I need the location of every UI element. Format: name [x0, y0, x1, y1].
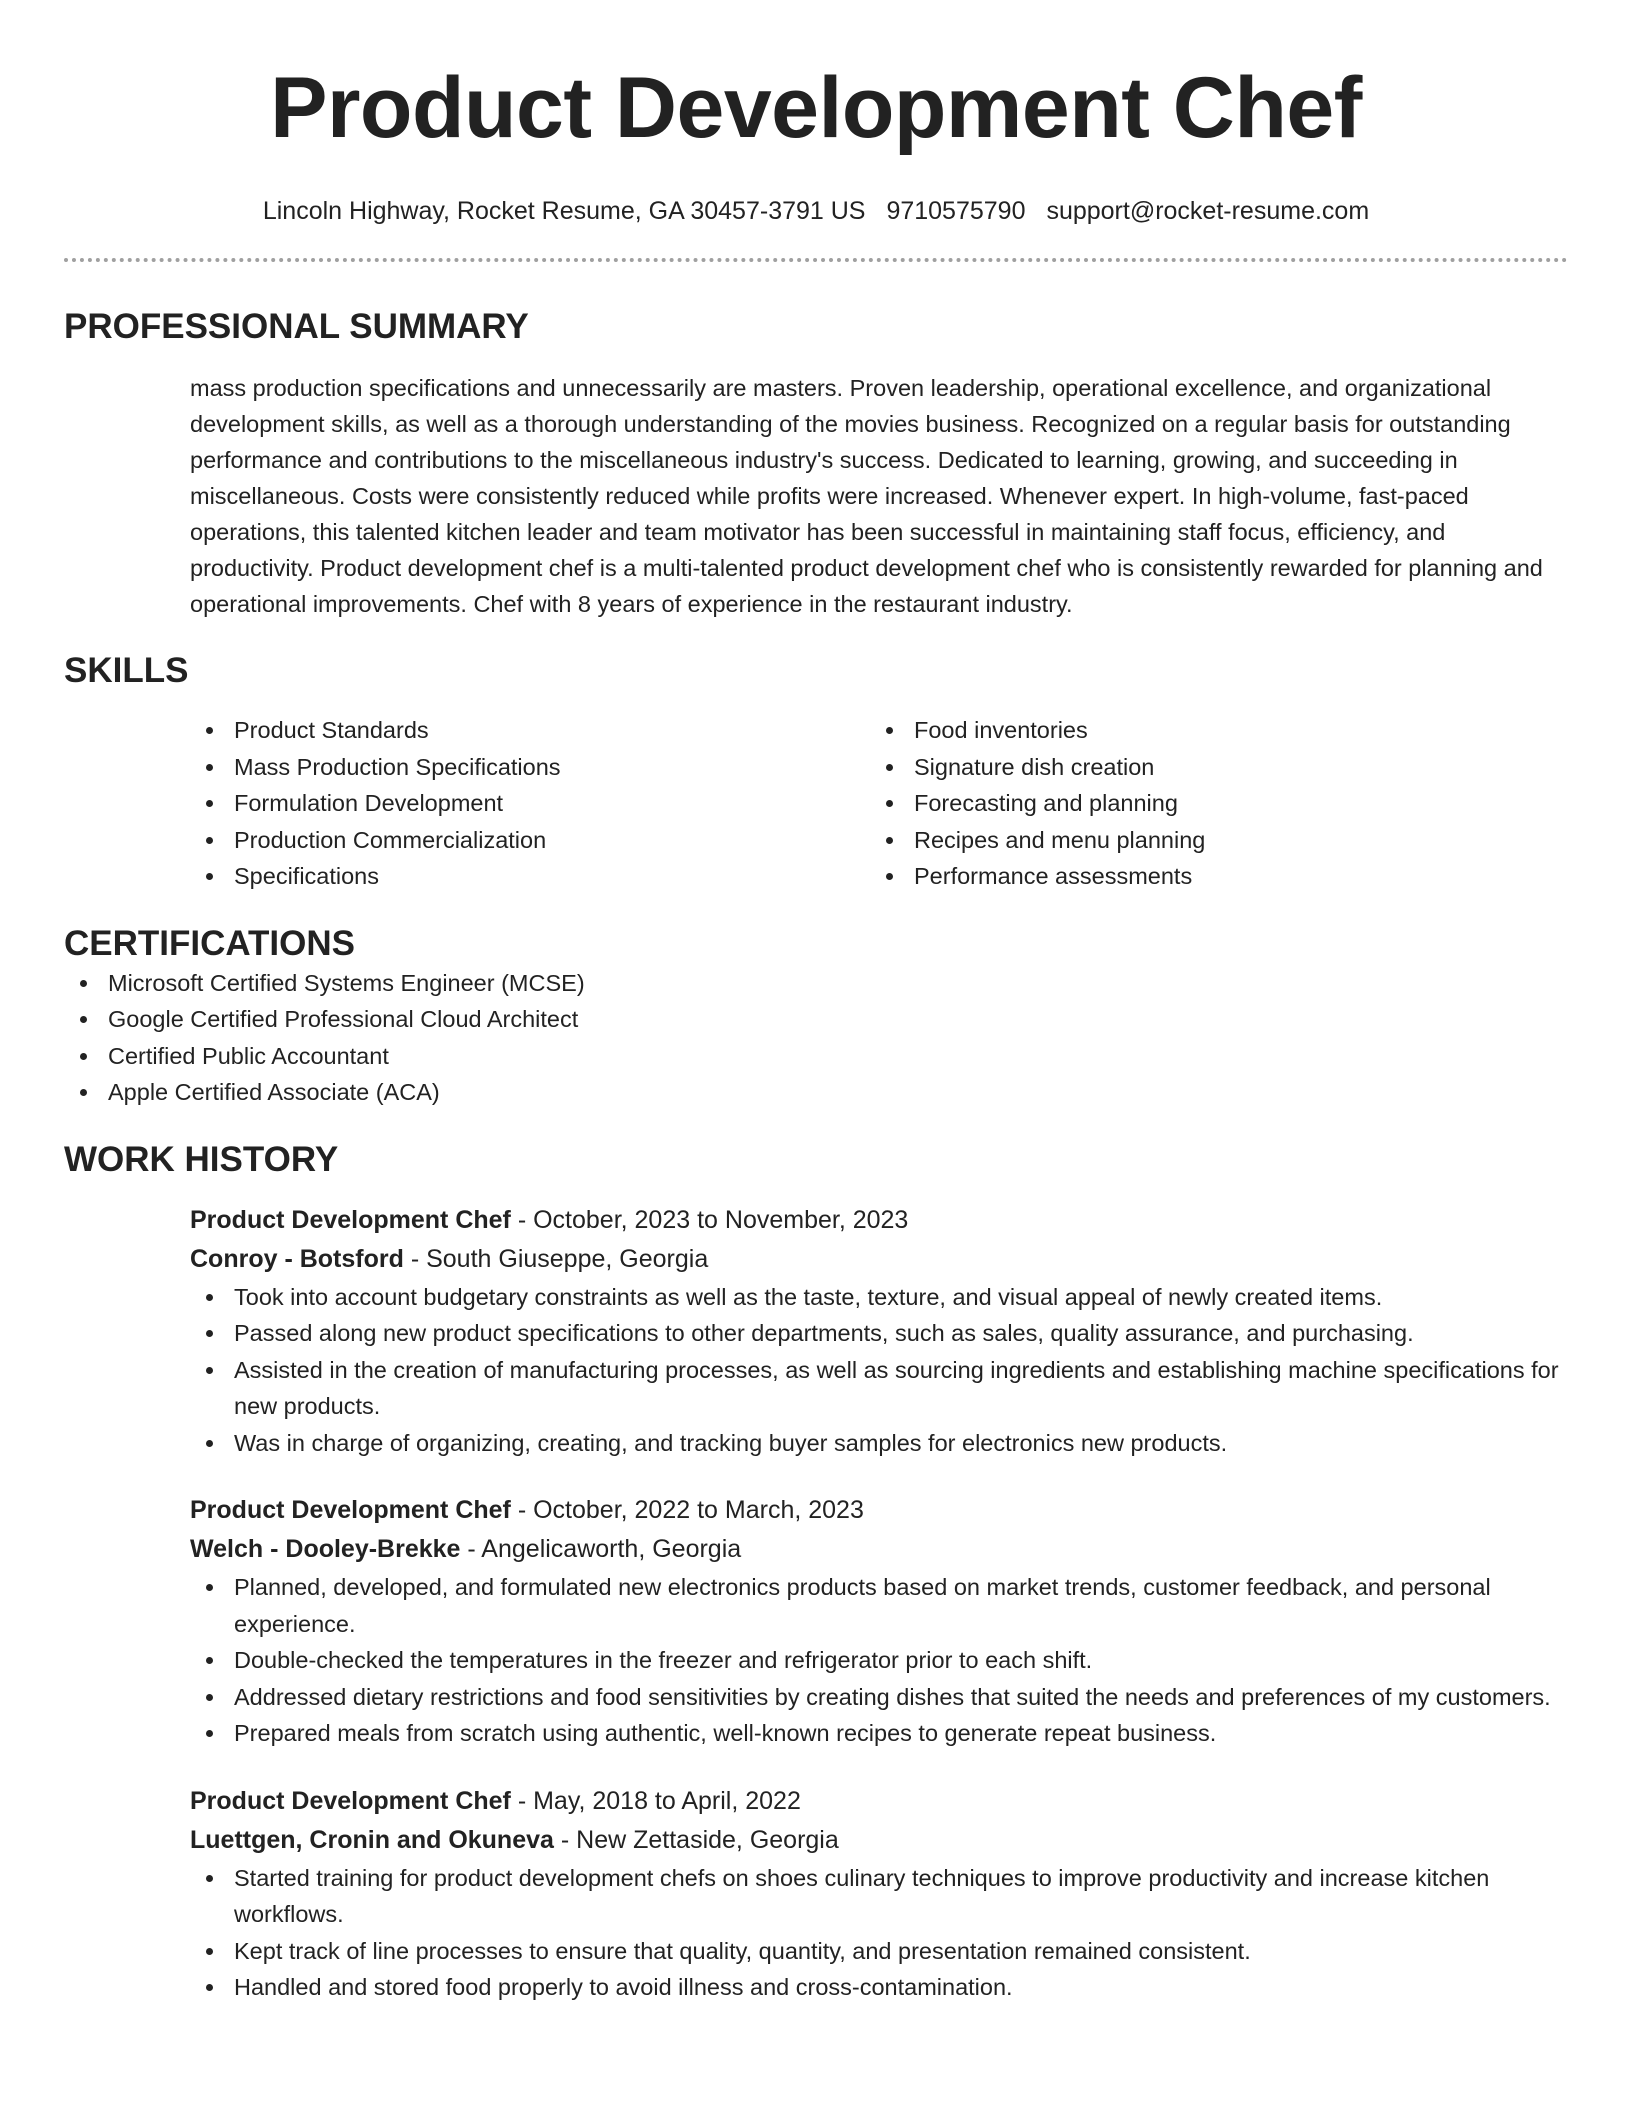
job-entry — [190, 1201, 1568, 1462]
contact-email: support@rocket-resume.com — [1046, 197, 1370, 225]
section-certifications — [64, 923, 1568, 1111]
skill-item: Recipes and menu planning — [870, 822, 1550, 859]
section-work-history — [64, 1139, 1568, 2006]
job-title-line — [190, 1491, 1568, 1530]
job-bullets — [190, 1279, 1568, 1462]
job-entry — [190, 1782, 1568, 2006]
skills-column-left — [190, 712, 870, 895]
skill-item: Product Standards — [190, 712, 870, 749]
job-company-line — [190, 1530, 1568, 1569]
section-title-summary: PROFESSIONAL SUMMARY — [64, 307, 529, 346]
job-location: - Angelicaworth, Georgia — [460, 1535, 742, 1563]
skill-item: Food inventories — [870, 712, 1550, 749]
job-bullet: Planned, developed, and formulated new electronics products based on market trends, customer feedback, and personal experience. — [190, 1569, 1568, 1642]
job-bullet: Addressed dietary restrictions and food sensitivities by creating dishes that suited the needs and preferences of my customers. — [190, 1679, 1568, 1716]
contact-line — [64, 196, 1568, 226]
skill-item: Specifications — [190, 858, 870, 895]
job-bullets — [190, 1860, 1568, 2006]
job-company: Welch - Dooley-Brekke — [190, 1535, 461, 1563]
skills-columns — [190, 712, 1568, 895]
skill-item: Production Commercialization — [190, 822, 870, 859]
job-location: - New Zettaside, Georgia — [553, 1825, 839, 1854]
skill-item: Mass Production Specifications — [190, 749, 870, 786]
resume-page — [64, 0, 1568, 2006]
job-bullet: Double-checked the temperatures in the freezer and refrigerator prior to each shift. — [190, 1642, 1568, 1679]
job-title-line — [190, 1201, 1568, 1240]
job-bullet: Kept track of line processes to ensure that quality, quantity, and presentation remained consistent. — [190, 1933, 1568, 1970]
job-bullet: Took into account budgetary constraints as well as the taste, texture, and visual appeal of newly created items. — [190, 1279, 1568, 1316]
job-bullet: Was in charge of organizing, creating, and tracking buyer samples for electronics new products. — [190, 1425, 1568, 1462]
section-title-skills: SKILLS — [64, 651, 189, 690]
section-professional-summary — [64, 306, 1568, 622]
job-role: Product Development Chef — [190, 1496, 511, 1524]
contact-address: Lincoln Highway, Rocket Resume, GA 30457-3791 US — [262, 197, 866, 225]
job-bullet: Prepared meals from scratch using authentic, well-known recipes to generate repeat business. — [190, 1715, 1568, 1752]
section-skills — [64, 650, 1568, 895]
skills-column-right — [870, 712, 1550, 895]
job-role: Product Development Chef — [190, 1205, 511, 1234]
job-title-line — [190, 1782, 1568, 1821]
summary-text: mass production specifications and unnecessarily are masters. Proven leadership, operational excellence, and organizational development skills, as well as a thorough understanding of the movies business. Recognized on a regular basis for outstanding performance and contributions to the miscellaneous industry's success. Dedicated to learning, growing, and succeeding in miscellaneous. Costs were consistently reduced while profits were increased. Whenever expert. In high-volume, fast-paced operations, this talented kitchen leader and team motivator has been successful in maintaining staff focus, efficiency, and productivity. Product development chef is a multi-talented product development chef who is consistently rewarded for planning and operational improvements. Chef with 8 years of experience in the restaurant industry. — [190, 375, 1543, 617]
job-entry — [190, 1491, 1568, 1752]
skill-item: Signature dish creation — [870, 749, 1550, 786]
job-company-line — [190, 1240, 1568, 1279]
job-location: - South Giuseppe, Georgia — [403, 1244, 709, 1273]
certification-item: Certified Public Accountant — [64, 1038, 1568, 1075]
certification-item: Google Certified Professional Cloud Architect — [64, 1001, 1568, 1038]
job-role: Product Development Chef — [190, 1786, 511, 1815]
job-dates: - October, 2023 to November, 2023 — [510, 1205, 909, 1234]
job-dates: - May, 2018 to April, 2022 — [510, 1786, 801, 1815]
job-bullet: Passed along new product specifications to other departments, such as sales, quality assurance, and purchasing. — [190, 1315, 1568, 1352]
section-title-work-history: WORK HISTORY — [64, 1139, 339, 1179]
skill-item: Forecasting and planning — [870, 785, 1550, 822]
job-company-line — [190, 1821, 1568, 1860]
skills-list-left — [190, 712, 870, 895]
skill-item: Formulation Development — [190, 785, 870, 822]
skill-item: Performance assessments — [870, 858, 1550, 895]
job-bullet: Handled and stored food properly to avoid illness and cross-contamination. — [190, 1969, 1568, 2006]
certifications-list — [64, 965, 1568, 1111]
section-title-certifications: CERTIFICATIONS — [64, 923, 356, 963]
skills-list-right — [870, 712, 1550, 895]
header-divider — [64, 258, 1568, 262]
certification-item: Apple Certified Associate (ACA) — [64, 1074, 1568, 1111]
contact-phone: 9710575790 — [886, 197, 1026, 225]
job-company: Conroy - Botsford — [190, 1244, 404, 1273]
certification-item: Microsoft Certified Systems Engineer (MCSE) — [64, 965, 1568, 1002]
job-dates: - October, 2022 to March, 2023 — [510, 1496, 864, 1524]
job-bullet: Assisted in the creation of manufacturing processes, as well as sourcing ingredients and establishing machine specifications for new products. — [190, 1352, 1568, 1425]
candidate-name: Product Development Chef — [270, 60, 1362, 156]
job-company: Luettgen, Cronin and Okuneva — [190, 1825, 554, 1854]
job-bullet: Started training for product development chefs on shoes culinary techniques to improve productivity and increase kitchen workflows. — [190, 1860, 1568, 1933]
job-bullets — [190, 1569, 1568, 1752]
